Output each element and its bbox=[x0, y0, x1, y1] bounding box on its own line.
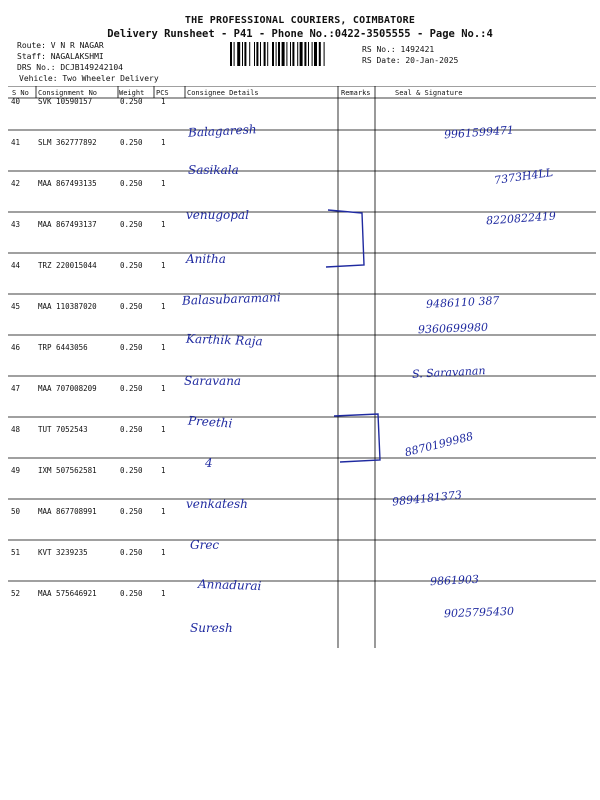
weight-cell: 0.250 bbox=[120, 220, 143, 229]
handwritten-consignee-name: Anitha bbox=[186, 252, 226, 266]
sno-cell: 40 bbox=[11, 97, 21, 106]
weight-cell: 0.250 bbox=[120, 343, 143, 352]
handwritten-signature: 9894181373 bbox=[391, 488, 463, 509]
consignment-cell: TRZ 220015044 bbox=[38, 261, 97, 270]
handwritten-consignee-name: 4 bbox=[205, 456, 213, 470]
pcs-cell: 1 bbox=[161, 343, 166, 352]
col-header-consignment: Consignment No bbox=[38, 89, 98, 97]
sno-cell: 52 bbox=[11, 589, 21, 598]
weight-cell: 0.250 bbox=[120, 384, 143, 393]
handwritten-signature: 8870199988 bbox=[403, 429, 475, 460]
weight-cell: 0.250 bbox=[120, 138, 143, 147]
weight-cell: 0.250 bbox=[120, 507, 143, 516]
sno-cell: 48 bbox=[11, 425, 21, 434]
handwritten-signature: 9360699980 bbox=[417, 320, 489, 337]
col-header-signature: Seal & Signature bbox=[395, 89, 463, 97]
sno-cell: 47 bbox=[11, 384, 21, 393]
rs-date-label: RS Date: 20-Jan-2025 bbox=[362, 56, 459, 65]
handwritten-consignee-name: Suresh bbox=[190, 621, 233, 635]
col-header-pcs: PCS bbox=[156, 89, 169, 97]
consignment-cell: MAA 110387020 bbox=[38, 302, 97, 311]
consignment-cell: TUT 7052543 bbox=[38, 425, 88, 434]
sno-cell: 43 bbox=[11, 220, 21, 229]
weight-cell: 0.250 bbox=[120, 97, 143, 106]
col-header-sno: S No bbox=[12, 89, 29, 97]
weight-cell: 0.250 bbox=[120, 179, 143, 188]
handwritten-signature: 9025795430 bbox=[443, 604, 515, 621]
company-title: THE PROFESSIONAL COURIERS, COIMBATORE bbox=[184, 15, 416, 26]
handwritten-signature: 9486110 387 bbox=[425, 294, 500, 311]
handwritten-consignee-name: Balasubaramani bbox=[181, 290, 281, 308]
pcs-cell: 1 bbox=[161, 589, 166, 598]
handwritten-bracket bbox=[330, 410, 390, 470]
staff-label: Staff: NAGALAKSHMI bbox=[17, 52, 104, 61]
weight-cell: 0.250 bbox=[120, 466, 143, 475]
handwritten-signature: 7373H4LL bbox=[493, 165, 554, 188]
consignment-cell: MAA 867708991 bbox=[38, 507, 97, 516]
pcs-cell: 1 bbox=[161, 548, 166, 557]
pcs-cell: 1 bbox=[161, 384, 166, 393]
consignment-cell: MAA 867493137 bbox=[38, 220, 97, 229]
handwritten-consignee-name: Karthik Raja bbox=[185, 331, 263, 349]
sno-cell: 46 bbox=[11, 343, 21, 352]
pcs-cell: 1 bbox=[161, 507, 166, 516]
pcs-cell: 1 bbox=[161, 425, 166, 434]
handwritten-consignee-name: Saravana bbox=[184, 374, 242, 388]
handwritten-bracket bbox=[320, 205, 380, 275]
sno-cell: 45 bbox=[11, 302, 21, 311]
col-header-consignee: Consignee Details bbox=[187, 89, 259, 97]
barcode-icon bbox=[230, 42, 355, 66]
pcs-cell: 1 bbox=[161, 138, 166, 147]
weight-cell: 0.250 bbox=[120, 548, 143, 557]
handwritten-consignee-name: Annadurai bbox=[197, 576, 262, 594]
handwritten-signature: S. Saravanan bbox=[411, 364, 486, 381]
handwritten-signature: 9861903 bbox=[429, 572, 480, 589]
consignment-cell: MAA 575646921 bbox=[38, 589, 97, 598]
rs-info bbox=[362, 44, 458, 66]
consignment-cell: KVT 3239235 bbox=[38, 548, 88, 557]
pcs-cell: 1 bbox=[161, 261, 166, 270]
col-header-remarks: Remarks bbox=[341, 89, 371, 97]
runsheet-table-grid bbox=[8, 86, 596, 648]
pcs-cell: 1 bbox=[161, 302, 166, 311]
consignment-cell: TRP 6443056 bbox=[38, 343, 88, 352]
weight-cell: 0.250 bbox=[120, 589, 143, 598]
sno-cell: 41 bbox=[11, 138, 21, 147]
runsheet-subtitle: Delivery Runsheet - P41 - Phone No.:0422-3505555 - Page No.:4 bbox=[107, 28, 493, 40]
pcs-cell: 1 bbox=[161, 466, 166, 475]
consignment-cell: SVK 10590157 bbox=[38, 97, 93, 106]
rs-no-label: RS No.: 1492421 bbox=[362, 45, 435, 54]
handwritten-consignee-name: venugopal bbox=[186, 208, 249, 222]
handwritten-signature: 9961599471 bbox=[443, 123, 515, 142]
sno-cell: 42 bbox=[11, 179, 21, 188]
handwritten-consignee-name: Balagaresh bbox=[187, 122, 257, 140]
consignment-cell: IXM 507562581 bbox=[38, 466, 97, 475]
vehicle-label: Vehicle: Two Wheeler Delivery bbox=[19, 74, 159, 83]
weight-cell: 0.250 bbox=[120, 425, 143, 434]
sno-cell: 49 bbox=[11, 466, 21, 475]
col-header-weight: Weight bbox=[119, 89, 145, 97]
sno-cell: 51 bbox=[11, 548, 21, 557]
weight-cell: 0.250 bbox=[120, 261, 143, 270]
handwritten-signature: 8220822419 bbox=[485, 209, 557, 228]
handwritten-consignee-name: Sasikala bbox=[188, 163, 239, 177]
handwritten-consignee-name: venkatesh bbox=[186, 497, 248, 511]
weight-cell: 0.250 bbox=[120, 302, 143, 311]
handwritten-consignee-name: Preethi bbox=[187, 413, 233, 431]
consignment-cell: SLM 362777892 bbox=[38, 138, 97, 147]
pcs-cell: 1 bbox=[161, 97, 166, 106]
runsheet-meta bbox=[17, 40, 159, 84]
pcs-cell: 1 bbox=[161, 179, 166, 188]
pcs-cell: 1 bbox=[161, 220, 166, 229]
drs-label: DRS No.: DCJB149242104 bbox=[17, 63, 123, 72]
consignment-cell: MAA 867493135 bbox=[38, 179, 97, 188]
consignment-cell: MAA 707008209 bbox=[38, 384, 97, 393]
handwritten-consignee-name: Grec bbox=[190, 538, 220, 552]
sno-cell: 50 bbox=[11, 507, 21, 516]
sno-cell: 44 bbox=[11, 261, 21, 270]
route-label: Route: V N R NAGAR bbox=[17, 41, 104, 50]
